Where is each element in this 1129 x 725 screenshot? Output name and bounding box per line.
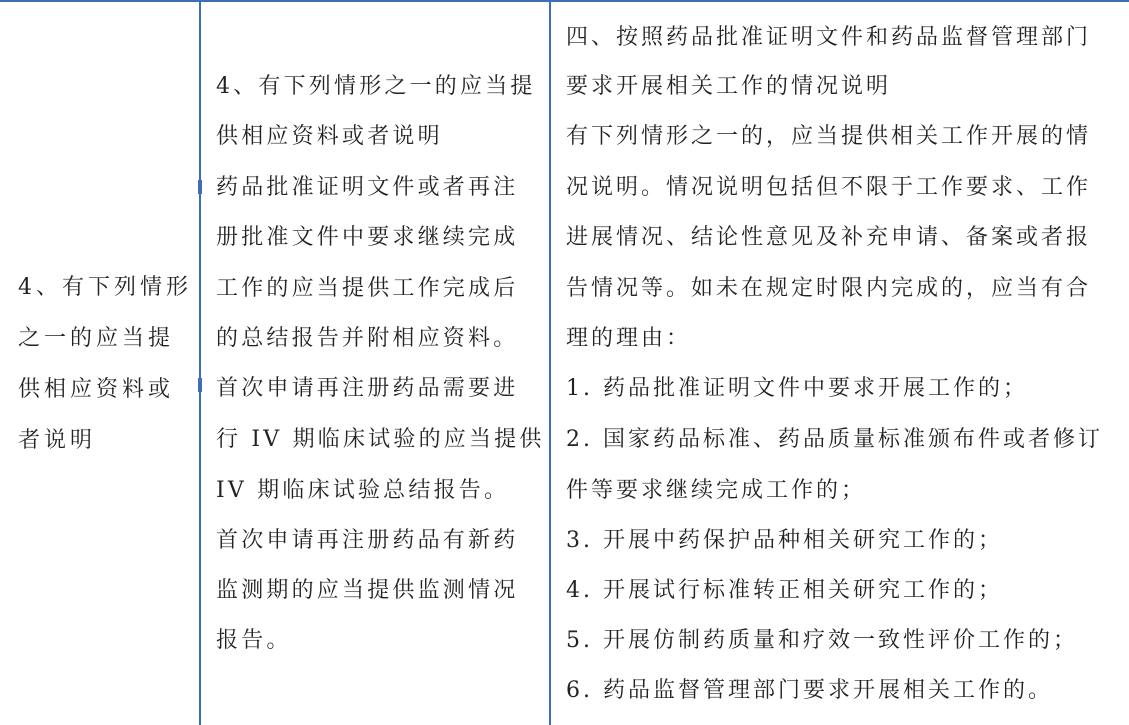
cell-text-line: 4. 开展试行标准转正相关研究工作的； — [566, 578, 1003, 603]
cell-text-line: 4、有下列情形 — [18, 275, 192, 300]
cell-text-line: 工作的应当提供工作完成后 — [216, 276, 519, 301]
cell-text-line: 供相应资料或者说明 — [216, 124, 443, 149]
cell-text-line: 6. 药品监督管理部门要求开展相关工作的。 — [566, 678, 1053, 703]
cell-text-line: 4、有下列情形之一的应当提 — [216, 74, 536, 99]
cell-text-line: 告情况等。如未在规定时限内完成的，应当有合 — [566, 276, 1092, 301]
cell-text-line: 首次申请再注册药品有新药 — [216, 528, 519, 553]
column-divider-1 — [199, 0, 201, 725]
cell-text-line: 2. 国家药品标准、药品质量标准颁布件或者修订 — [566, 427, 1103, 452]
bullet-marker — [198, 180, 202, 194]
cell-text-line: 1. 药品批准证明文件中要求开展工作的； — [566, 376, 1028, 401]
cell-text-line: 3. 开展中药保护品种相关研究工作的； — [566, 528, 1003, 553]
cell-text-line: 药品批准证明文件或者再注 — [216, 175, 519, 200]
cell-text-line: 5. 开展仿制药质量和疗效一致性评价工作的； — [566, 628, 1078, 653]
cell-text-line: 要求开展相关工作的情况说明 — [566, 74, 892, 99]
column-divider-2 — [549, 0, 551, 725]
cell-text-line: 首次申请再注册药品需要进 — [216, 376, 519, 401]
bullet-marker — [198, 378, 202, 392]
cell-text-line: 有下列情形之一的，应当提供相关工作开展的情 — [566, 124, 1092, 149]
cell-text-line: 行 IV 期临床试验的应当提供 — [216, 427, 545, 452]
cell-text-line: 报告。 — [216, 628, 292, 653]
cell-text-line: IV 期临床试验总结报告。 — [216, 478, 510, 503]
cell-text-line: 理的理由： — [566, 326, 692, 351]
cell-text-line: 者说明 — [18, 428, 97, 453]
cell-text-line: 供相应资料或 — [18, 377, 175, 402]
cell-text-line: 进展情况、结论性意见及补充申请、备案或者报 — [566, 225, 1092, 250]
table-top-border — [0, 0, 1129, 2]
cell-text-line: 的总结报告并附相应资料。 — [216, 326, 519, 351]
cell-text-line: 之一的应当提 — [18, 326, 175, 351]
cell-text-line: 四、按照药品批准证明文件和药品监督管理部门 — [566, 25, 1092, 50]
cell-text-line: 件等要求继续完成工作的； — [566, 478, 867, 503]
cell-text-line: 况说明。情况说明包括但不限于工作要求、工作 — [566, 175, 1092, 200]
cell-text-line: 监测期的应当提供监测情况 — [216, 578, 519, 603]
cell-text-line: 册批准文件中要求继续完成 — [216, 225, 519, 250]
